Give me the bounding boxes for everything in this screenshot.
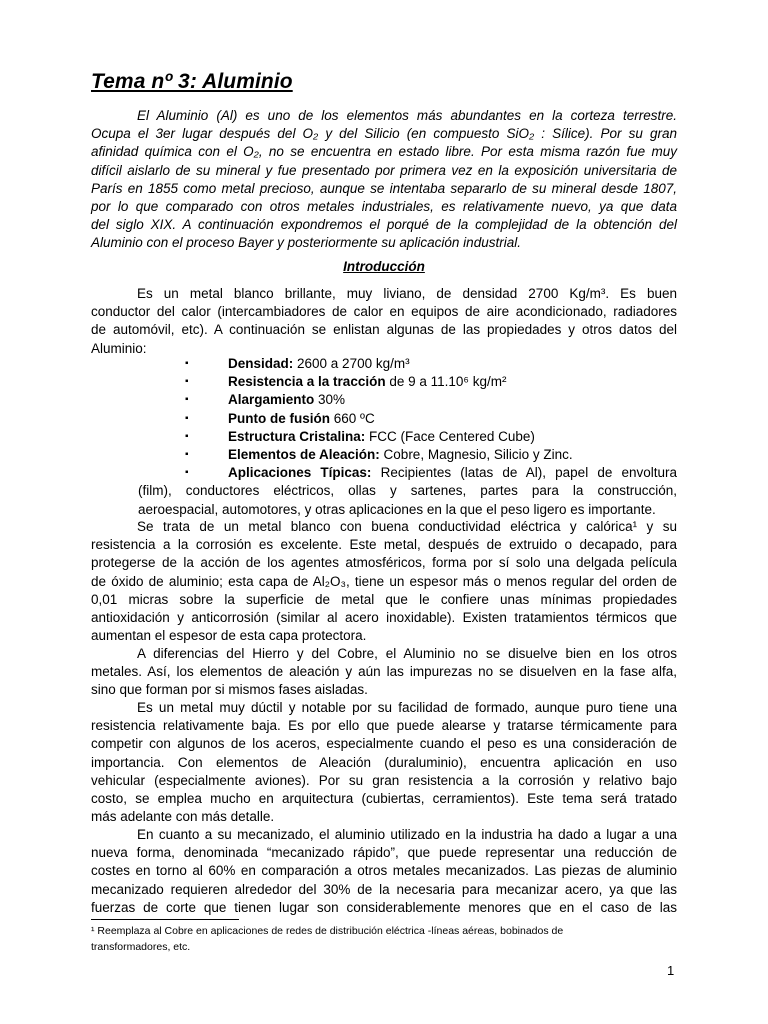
paragraph-line: metales. Así, los elementos de aleación y aún las impurezas no se disuelven en la fase alfa,	[91, 664, 677, 680]
property-label: Densidad:	[228, 356, 294, 371]
list-item	[91, 355, 677, 373]
property-value: 30%	[314, 392, 346, 408]
paragraph-line: vehicular (especialmente aviones). Por su gran resistencia a la corrosión y relativo bajo	[91, 772, 677, 788]
footnote-line: ¹ Reemplaza al Cobre en aplicaciones de redes de distribución eléctrica -líneas aéreas, bobinados de	[91, 925, 564, 937]
property-value: 2600 a 2700 kg/m³	[293, 356, 410, 371]
list-item	[91, 391, 677, 409]
paragraph-line: de óxido de aluminio; esta capa de Al₂O₃, tiene un espesor más o menos regular del orden de	[91, 573, 677, 589]
paragraph-2	[91, 518, 677, 645]
property-value: de 9 a 11.10⁶ kg/m²	[385, 374, 507, 390]
property-label: Alargamiento	[228, 392, 315, 408]
list-item	[91, 410, 677, 428]
intro-line: afinidad química con el O₂, no se encuentra en estado libre. Por esta misma razón fue muy	[91, 144, 677, 160]
paragraph-line: aumentan el espesor de esta capa protectora.	[91, 628, 367, 644]
paragraph-line: Es un metal muy dúctil y notable por su facilidad de formado, aunque puro tiene una	[137, 700, 677, 715]
paragraph-line: fuerzas de corte que tienen lugar son considerablemente menores que en el caso de las	[91, 899, 677, 915]
paragraph-line: sino que forman por si mismos fases aisladas.	[91, 682, 368, 698]
bullet-icon: ▪	[185, 448, 189, 460]
bullet-icon: ▪	[185, 412, 189, 424]
property-value: Cobre, Magnesio, Silicio y Zinc.	[379, 446, 573, 462]
intro-paragraph	[91, 107, 677, 253]
paragraph-3	[91, 645, 677, 700]
paragraph-line: En cuanto a su mecanizado, el aluminio utilizado en la industria ha dado a lugar a una	[137, 827, 677, 842]
paragraph-line: Aluminio:	[91, 340, 147, 356]
paragraph-line: costo, se emplea mucho en arquitectura (cubiertas, cerramientos). Este tema será tratado	[91, 790, 677, 806]
intro-line: Ocupa el 3er lugar después del O₂ y del Silicio (en compuesto SiO₂ : Sílice). Por su gran	[91, 126, 677, 142]
paragraph-line: Es un metal blanco brillante, muy liviano, de densidad 2700 Kg/m³. Es buen	[137, 286, 677, 301]
paragraph-line: importancia. Con elementos de Aleación (duraluminio), encuentra aplicación en uso	[91, 754, 677, 770]
property-value: Recipientes (latas de Al), papel de envoltura	[371, 465, 678, 481]
page-number: 1	[667, 963, 675, 978]
bullet-icon: ▪	[185, 376, 189, 388]
paragraph-line: competir con algunos de los aceros, especialmente cuando el peso es una consideración de	[91, 736, 677, 752]
intro-line: difícil aislarlo de su mineral y fue presentado por primera vez en la exposición universitaria de	[91, 162, 677, 178]
bullet-icon: ▪	[185, 394, 189, 406]
paragraph-line: 0,01 micras sobre la superficie de metal que le confiere unas mínimas propiedades	[91, 591, 677, 607]
intro-line: Aluminio con el proceso Bayer y posteriormente su aplicación industrial.	[91, 235, 521, 251]
paragraph-line: resistencia a la corrosión es excelente. Este metal, después de extruido o decapado, para	[91, 537, 677, 553]
list-item	[91, 446, 677, 464]
list-item-applications	[91, 464, 677, 519]
property-value: FCC (Face Centered Cube)	[365, 428, 535, 444]
intro-line: París en 1855 como metal precioso, aunque se intentaba separarlo de su mineral desde 1807,	[91, 180, 677, 196]
footnote-line: transformadores, etc.	[91, 941, 191, 953]
paragraph-4	[91, 699, 677, 826]
properties-list	[91, 355, 677, 519]
paragraph-line: antioxidación y anticorrosión (similar al acero inoxidable). Existen tratamientos térmicos que	[91, 609, 677, 625]
intro-line: por lo que comparado con otros metales industriales, es relativamente nuevo, ya que data	[91, 198, 677, 214]
page-title: Tema nº 3: Aluminio	[91, 70, 293, 93]
intro-line: El Aluminio (Al) es uno de los elementos más abundantes en la corteza terrestre.	[137, 108, 677, 123]
property-value-continued: (film), conductores eléctricos, ollas y sartenes, partes para la construcción,	[138, 483, 677, 499]
paragraph-line: resistencia relativamente baja. Es por ello que puede alearse y tratarse térmicamente para	[91, 718, 677, 734]
property-label: Elementos de Aleación:	[228, 446, 380, 462]
paragraph-line: de automóvil, etc). A continuación se enlistan algunas de las propiedades y otros datos del	[91, 322, 677, 338]
paragraph-line: protegerse de la acción de los agentes atmosféricos, forma por sí solo una delgada película	[91, 555, 677, 571]
bullet-icon: ▪	[185, 358, 189, 369]
bullet-icon: ▪	[185, 430, 189, 442]
paragraph-line: costes en torno al 60% en comparación a otros metales mecanizados. Las piezas de aluminio	[91, 863, 677, 879]
paragraph-line: más adelante con más detalle.	[91, 809, 275, 825]
paragraph-line: mecanizado requieren alrededor del 30% de la necesaria para mecanizar acero, ya que las	[91, 881, 677, 897]
footnote	[91, 923, 677, 955]
section-heading-introduccion: Introducción	[343, 259, 425, 274]
property-value-continued: aeroespacial, automotores, y otras aplicaciones en la que el peso ligero es importante.	[138, 501, 656, 517]
bullet-icon: ▪	[185, 467, 189, 479]
footnote-separator	[91, 919, 239, 920]
property-label: Estructura Cristalina:	[228, 428, 366, 444]
paragraph-line: Se trata de un metal blanco con buena conductividad eléctrica y calórica¹ y su	[137, 519, 677, 534]
property-label: Punto de fusión	[228, 410, 330, 426]
list-item	[91, 373, 677, 391]
paragraph-line: conductor del calor (intercambiadores de calor en equipos de aire acondicionado, radiadores	[91, 304, 677, 320]
property-label: Aplicaciones Típicas:	[228, 465, 372, 481]
property-value: 660 ºC	[330, 410, 375, 426]
paragraph-1	[91, 285, 677, 358]
paragraph-line: A diferencias del Hierro y del Cobre, el Aluminio no se disuelve bien en los otros	[137, 646, 677, 661]
intro-line: del siglo XIX. A continuación expondremos el porqué de la complejidad de la obtención del	[91, 217, 677, 233]
paragraph-5	[91, 826, 677, 917]
list-item	[91, 428, 677, 446]
property-label: Resistencia a la tracción	[228, 374, 386, 390]
paragraph-line: nueva forma, denominada “mecanizado rápido”, que puede representar una reducción de	[91, 845, 677, 861]
